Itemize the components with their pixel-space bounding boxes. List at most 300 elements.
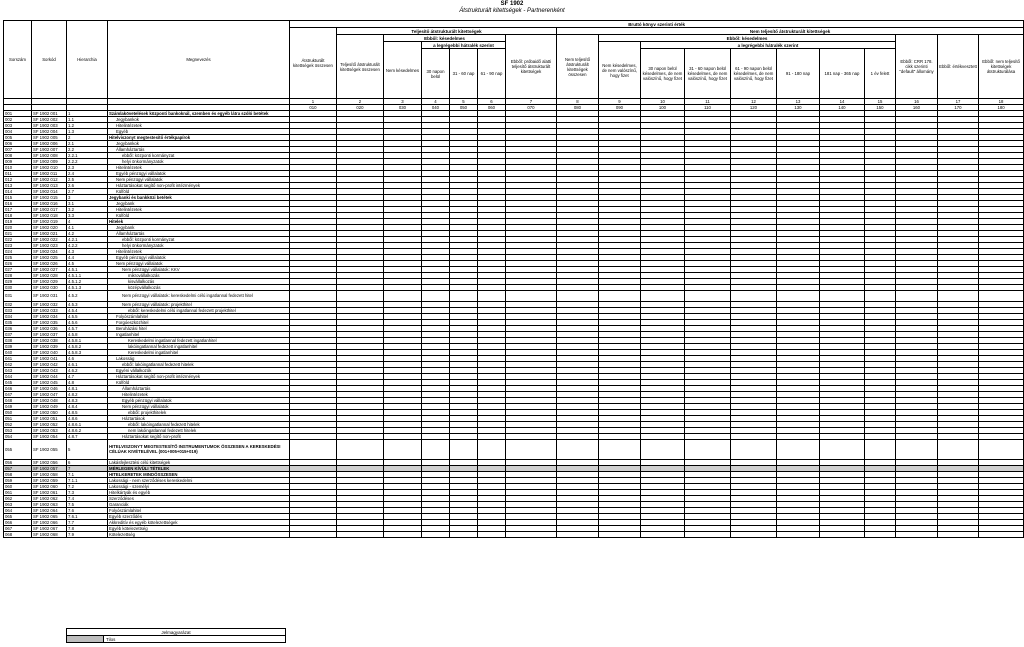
row-serial: 003	[4, 123, 32, 129]
row-label: Egyéb pénzügyi vállalatok	[108, 255, 290, 261]
row-label: Folyószámlahitel	[108, 507, 290, 513]
value-cell[interactable]	[979, 439, 1024, 459]
value-cell[interactable]	[384, 531, 422, 537]
column-number: 8	[557, 99, 599, 105]
row-code: SF 1902 068	[32, 531, 67, 537]
row-code: SF 1902 062	[32, 495, 67, 501]
row-serial: 009	[4, 159, 32, 165]
row-hierarchy: 4.2	[67, 231, 108, 237]
row-hierarchy: 5	[67, 439, 108, 459]
col-code: Sorkód	[32, 21, 67, 99]
col-10: 30 napon belül késedelmes, de nem valószínű, hogy fizet	[641, 49, 685, 99]
row-code: SF 1902 067	[32, 525, 67, 531]
row-serial: 002	[4, 117, 32, 123]
column-number: 12	[731, 99, 777, 105]
row-label: mikrovállalkozás	[108, 273, 290, 279]
value-cell[interactable]	[865, 439, 896, 459]
row-hierarchy: 4.2.1	[67, 237, 108, 243]
row-hierarchy: 1.1	[67, 117, 108, 123]
group-performing: Teljesítő átstrukturált kitettségek	[337, 28, 557, 35]
row-code: SF 1902 030	[32, 285, 67, 291]
row-hierarchy: 7.6.1	[67, 513, 108, 519]
row-hierarchy: 1	[67, 111, 108, 117]
row-hierarchy: 3.3	[67, 213, 108, 219]
row-code: SF 1902 017	[32, 207, 67, 213]
col-17: Ebből: értékvesztett	[938, 35, 979, 99]
row-serial: 068	[4, 531, 32, 537]
value-cell[interactable]	[290, 531, 337, 537]
legend-title: Jelmagyarázat	[67, 629, 286, 636]
row-code: SF 1902 009	[32, 159, 67, 165]
row-label: Hitelek	[108, 219, 290, 225]
row-serial: 035	[4, 319, 32, 325]
column-code: 110	[685, 105, 731, 111]
row-code: SF 1902 059	[32, 477, 67, 483]
row-label: Hitelintézetek	[108, 207, 290, 213]
value-cell[interactable]	[478, 439, 506, 459]
row-label: Jegybankok	[108, 141, 290, 147]
row-code: SF 1902 065	[32, 513, 67, 519]
col-4: 30 napon belül	[422, 49, 450, 99]
row-code: SF 1902 031	[32, 291, 67, 302]
value-cell[interactable]	[820, 531, 865, 537]
value-cell[interactable]	[506, 291, 557, 302]
row-hierarchy: 7.9	[67, 531, 108, 537]
value-cell[interactable]	[384, 291, 422, 302]
col-8: Nem teljesítő átstrukturált kitettségek összesen	[557, 35, 599, 99]
row-code: SF 1902 029	[32, 279, 67, 285]
row-hierarchy: 2.2.1	[67, 153, 108, 159]
column-code: 100	[641, 105, 685, 111]
row-label: ebből: kereskedelmi célú ingatlannal fedezett projekthitel	[108, 307, 290, 313]
row-code: SF 1902 026	[32, 261, 67, 267]
row-code: SF 1902 025	[32, 255, 67, 261]
row-serial: 036	[4, 325, 32, 331]
value-cell[interactable]	[337, 531, 384, 537]
row-label: Kereskedelmi ingatlanhitel	[108, 349, 290, 355]
value-cell[interactable]	[777, 531, 820, 537]
row-label: Egyéb	[108, 129, 290, 135]
row-label: Háztartások	[108, 415, 290, 421]
col-13: 91 - 180 nap	[777, 49, 820, 99]
row-code: SF 1902 012	[32, 177, 67, 183]
row-serial: 061	[4, 489, 32, 495]
row-code: SF 1902 060	[32, 483, 67, 489]
row-hierarchy: 4.8.3	[67, 397, 108, 403]
row-code: SF 1902 034	[32, 313, 67, 319]
value-cell[interactable]	[777, 291, 820, 302]
row-hierarchy: 4.6.2	[67, 367, 108, 373]
group-nonperforming-age: a legrégebbi hátralék szerint	[641, 42, 896, 49]
value-cell[interactable]	[731, 531, 777, 537]
column-code: 140	[820, 105, 865, 111]
row-label: Egyéb kötelezettség	[108, 525, 290, 531]
row-code: SF 1902 027	[32, 267, 67, 273]
value-cell[interactable]	[557, 531, 599, 537]
value-cell[interactable]	[599, 439, 641, 459]
row-serial: 053	[4, 427, 32, 433]
value-cell[interactable]	[731, 439, 777, 459]
value-cell[interactable]	[422, 531, 450, 537]
row-hierarchy: 3.2	[67, 207, 108, 213]
column-number: 1	[290, 99, 337, 105]
row-hierarchy: 4.6	[67, 355, 108, 361]
row-code: SF 1902 049	[32, 403, 67, 409]
row-label: Beruházási hitel	[108, 325, 290, 331]
row-serial: 022	[4, 237, 32, 243]
row-label: Kötelezettség	[108, 531, 290, 537]
row-label: helyi önkormányzatok	[108, 243, 290, 249]
row-code: SF 1902 057	[32, 465, 67, 471]
row-label: Államháztartás	[108, 385, 290, 391]
row-serial: 028	[4, 273, 32, 279]
table-row	[4, 531, 1024, 537]
row-serial: 064	[4, 507, 32, 513]
row-code: SF 1902 040	[32, 349, 67, 355]
row-code: SF 1902 015	[32, 195, 67, 201]
row-label: Hitelkártyák és egyéb	[108, 489, 290, 495]
row-code: SF 1902 038	[32, 337, 67, 343]
row-label: Folyószámlahitel	[108, 313, 290, 319]
value-cell[interactable]	[641, 439, 685, 459]
value-cell[interactable]	[450, 291, 478, 302]
row-label: Lakossági - nem szerződéses kereskedelmi	[108, 477, 290, 483]
row-serial: 058	[4, 471, 32, 477]
row-code: SF 1902 045	[32, 379, 67, 385]
row-label: Államháztartás	[108, 147, 290, 153]
row-label: MÉRLEGEN KÍVÜLI TÉTELEK	[108, 465, 290, 471]
row-label: Nem pénzügyi vállalatok: kereskedelmi célú ingatlannal fedezett hitel	[108, 291, 290, 302]
value-cell[interactable]	[506, 531, 557, 537]
row-hierarchy: 4.5.1	[67, 267, 108, 273]
row-hierarchy: 7.8	[67, 525, 108, 531]
row-label: ebből: központi kormányzat	[108, 237, 290, 243]
group-performing-late: Ebből: késedelmes	[384, 35, 506, 42]
value-cell[interactable]	[896, 531, 938, 537]
row-code: SF 1902 028	[32, 273, 67, 279]
row-label: Háztartásokat segítő non-profit	[108, 433, 290, 439]
row-hierarchy: 2.4	[67, 171, 108, 177]
row-hierarchy: 4.5.8	[67, 331, 108, 337]
column-number: 11	[685, 99, 731, 105]
row-serial: 012	[4, 177, 32, 183]
row-label: Hitelintézetek	[108, 165, 290, 171]
row-serial: 032	[4, 301, 32, 307]
row-label: Egyéb szerződés	[108, 513, 290, 519]
value-cell[interactable]	[337, 291, 384, 302]
row-hierarchy: 1.2	[67, 123, 108, 129]
group-nonperforming: Nem teljesítő átstrukturált kitettségek	[557, 28, 1024, 35]
column-number: 3	[384, 99, 422, 105]
row-label: Külföld	[108, 379, 290, 385]
row-code: SF 1902 019	[32, 219, 67, 225]
row-serial: 051	[4, 415, 32, 421]
value-cell[interactable]	[820, 291, 865, 302]
row-hierarchy: 7.6	[67, 507, 108, 513]
row-code: SF 1902 066	[32, 519, 67, 525]
row-hierarchy: 4.5.1.2	[67, 279, 108, 285]
row-serial: 007	[4, 147, 32, 153]
value-cell[interactable]	[599, 531, 641, 537]
value-cell[interactable]	[450, 531, 478, 537]
row-hierarchy: 4.5.3	[67, 301, 108, 307]
row-serial: 056	[4, 459, 32, 465]
col-15: 1 év felett	[865, 49, 896, 99]
value-cell[interactable]	[685, 439, 731, 459]
row-label: Nem pénzügyi vállalatok	[108, 177, 290, 183]
value-cell[interactable]	[938, 291, 979, 302]
column-number: 7	[506, 99, 557, 105]
value-cell[interactable]	[290, 291, 337, 302]
value-cell[interactable]	[979, 291, 1024, 302]
col-14: 181 nap - 365 nap	[820, 49, 865, 99]
row-serial: 027	[4, 267, 32, 273]
legend	[66, 628, 286, 643]
value-cell[interactable]	[685, 531, 731, 537]
row-serial: 026	[4, 261, 32, 267]
row-code: SF 1902 016	[32, 201, 67, 207]
value-cell[interactable]	[896, 291, 938, 302]
row-code: SF 1902 064	[32, 507, 67, 513]
row-code: SF 1902 006	[32, 141, 67, 147]
row-label: Jegybank	[108, 225, 290, 231]
row-serial: 039	[4, 343, 32, 349]
row-code: SF 1902 056	[32, 459, 67, 465]
row-label: nem lakóingatlannal fedezett hitelek	[108, 427, 290, 433]
row-label: Háztartásokat segítő non-profit intézmények	[108, 183, 290, 189]
row-hierarchy: 2.2.2	[67, 159, 108, 165]
value-cell[interactable]	[557, 291, 599, 302]
table-row	[4, 439, 1024, 459]
row-hierarchy: 7.7	[67, 519, 108, 525]
col-12: 61 - 90 napon belül késedelmes, de nem valószínű, hogy fizet	[731, 49, 777, 99]
value-cell[interactable]	[599, 291, 641, 302]
row-code: SF 1902 011	[32, 171, 67, 177]
table-row	[4, 291, 1024, 302]
row-serial: 055	[4, 439, 32, 459]
column-code: 010	[290, 105, 337, 111]
row-code: SF 1902 058	[32, 471, 67, 477]
row-hierarchy: 7.2	[67, 483, 108, 489]
row-code: SF 1902 055	[32, 439, 67, 459]
row-serial: 054	[4, 433, 32, 439]
row-serial: 057	[4, 465, 32, 471]
value-cell[interactable]	[422, 291, 450, 302]
column-number: 4	[422, 99, 450, 105]
report-code: SF 1902	[500, 1, 524, 7]
value-cell[interactable]	[478, 291, 506, 302]
legend-swatch	[67, 636, 104, 643]
col-2: Teljesítő átstrukturált kitettségek összesen	[337, 35, 384, 99]
column-number: 16	[896, 99, 938, 105]
value-cell[interactable]	[731, 291, 777, 302]
value-cell[interactable]	[478, 531, 506, 537]
group-nonperforming-late: Ebből: késedelmes	[599, 35, 896, 42]
row-label: Hitelintézetek	[108, 123, 290, 129]
row-hierarchy: 4.5.8.3	[67, 349, 108, 355]
row-hierarchy: 7.1.1	[67, 477, 108, 483]
value-cell[interactable]	[290, 439, 337, 459]
row-serial: 018	[4, 213, 32, 219]
group-gross-value: Bruttó könyv szerinti érték	[290, 21, 1024, 28]
value-cell[interactable]	[896, 439, 938, 459]
row-serial: 011	[4, 171, 32, 177]
col-7: Ebből: próbaidő alatti teljesítő átstrukturált kitettségek	[506, 35, 557, 99]
row-label: Jegybankok	[108, 117, 290, 123]
value-cell[interactable]	[865, 531, 896, 537]
value-cell[interactable]	[641, 291, 685, 302]
row-serial: 042	[4, 361, 32, 367]
row-code: SF 1902 008	[32, 153, 67, 159]
row-label: ebből: központi kormányzat	[108, 153, 290, 159]
row-serial: 063	[4, 501, 32, 507]
row-hierarchy: 4.5	[67, 261, 108, 267]
row-code: SF 1902 035	[32, 319, 67, 325]
row-code: SF 1902 032	[32, 301, 67, 307]
row-serial: 038	[4, 337, 32, 343]
value-cell[interactable]	[979, 531, 1024, 537]
row-serial: 048	[4, 397, 32, 403]
row-label: Lakossági - személyi	[108, 483, 290, 489]
row-hierarchy: 4.5.8.2	[67, 343, 108, 349]
value-cell[interactable]	[820, 439, 865, 459]
row-code: SF 1902 003	[32, 123, 67, 129]
value-cell[interactable]	[557, 439, 599, 459]
row-serial: 023	[4, 243, 32, 249]
column-code: 080	[557, 105, 599, 111]
row-hierarchy: 2.2	[67, 147, 108, 153]
row-serial: 043	[4, 367, 32, 373]
value-cell[interactable]	[777, 439, 820, 459]
col-name: Megnevezés	[108, 21, 290, 99]
row-hierarchy: 4.5.8.1	[67, 337, 108, 343]
row-serial: 004	[4, 129, 32, 135]
row-hierarchy: 7	[67, 465, 108, 471]
row-label: Egyéb pénzügyi vállalatok	[108, 171, 290, 177]
row-serial: 029	[4, 279, 32, 285]
value-cell[interactable]	[384, 439, 422, 459]
row-hierarchy: 4.7	[67, 373, 108, 379]
row-code: SF 1902 054	[32, 433, 67, 439]
row-serial: 034	[4, 313, 32, 319]
row-label: HITELVISZONYT MEGTESTESÍTŐ INSTRUMENTUMOK ÖSSZESEN A KERESKEDÉSI CÉLÚAK KIVÉTELÉVEL (001+005+015+019)	[108, 439, 290, 459]
row-hierarchy: 4.8.5	[67, 409, 108, 415]
column-number: 17	[938, 99, 979, 105]
row-serial: 052	[4, 421, 32, 427]
column-number: 15	[865, 99, 896, 105]
row-hierarchy: 4.8.6.1	[67, 421, 108, 427]
row-label: kisvállalkozás	[108, 279, 290, 285]
row-serial: 020	[4, 225, 32, 231]
row-hierarchy: 1.3	[67, 129, 108, 135]
value-cell[interactable]	[506, 439, 557, 459]
row-label: Kereskedelmi ingatlannal fedezett ingatlanhitel	[108, 337, 290, 343]
row-hierarchy: 7.4	[67, 495, 108, 501]
row-serial: 019	[4, 219, 32, 225]
column-code: 120	[731, 105, 777, 111]
column-number: 5	[450, 99, 478, 105]
value-cell[interactable]	[450, 439, 478, 459]
row-hierarchy: 4.5.5	[67, 313, 108, 319]
row-code: SF 1902 010	[32, 165, 67, 171]
row-hierarchy: 4	[67, 219, 108, 225]
row-code: SF 1902 039	[32, 343, 67, 349]
column-code: 130	[777, 105, 820, 111]
column-code: 160	[896, 105, 938, 111]
row-hierarchy: 4.8.6.2	[67, 427, 108, 433]
column-number: 6	[478, 99, 506, 105]
row-serial: 014	[4, 189, 32, 195]
value-cell[interactable]	[938, 439, 979, 459]
row-serial: 005	[4, 135, 32, 141]
column-number: 18	[979, 99, 1024, 105]
row-hierarchy: 4.5.1.3	[67, 285, 108, 291]
row-label: Államháztartás	[108, 231, 290, 237]
row-code: SF 1902 013	[32, 183, 67, 189]
row-code: SF 1902 023	[32, 243, 67, 249]
row-hierarchy: 4.5.2	[67, 291, 108, 302]
row-code: SF 1902 021	[32, 231, 67, 237]
row-label: Szerződéses	[108, 495, 290, 501]
row-serial: 062	[4, 495, 32, 501]
row-label: ebből: projekthitelek	[108, 409, 290, 415]
row-label: Nem pénzügyi vállalatok: projekthitel	[108, 301, 290, 307]
value-cell[interactable]	[422, 439, 450, 459]
row-serial: 008	[4, 153, 32, 159]
row-label: ebből: lakóingatlannal fedezett hitelek	[108, 421, 290, 427]
column-code: 040	[422, 105, 450, 111]
row-label: Egyéni vállalkozók	[108, 367, 290, 373]
row-label: Hitelviszonyt megtestesítő értékpapírok	[108, 135, 290, 141]
column-code: 180	[979, 105, 1024, 111]
row-code: SF 1902 050	[32, 409, 67, 415]
column-code: 060	[478, 105, 506, 111]
report-subtitle: Átstrukturált kitettségek - Partnerenként	[459, 8, 565, 14]
row-hierarchy: 4.1	[67, 225, 108, 231]
row-label: Jegybanki és bankközi betétek	[108, 195, 290, 201]
row-label: HITELKERETEK MINDÖSSZESEN	[108, 471, 290, 477]
value-cell[interactable]	[685, 291, 731, 302]
row-code: SF 1902 001	[32, 111, 67, 117]
value-cell[interactable]	[938, 531, 979, 537]
row-label: Hitelintézetek	[108, 391, 290, 397]
row-serial: 016	[4, 201, 32, 207]
row-label: Nem pénzügyi vállalatok	[108, 403, 290, 409]
row-hierarchy: 2.1	[67, 141, 108, 147]
row-serial: 060	[4, 483, 32, 489]
row-code: SF 1902 048	[32, 397, 67, 403]
row-hierarchy: 3	[67, 195, 108, 201]
value-cell[interactable]	[337, 439, 384, 459]
column-code: 090	[599, 105, 641, 111]
row-hierarchy: 6	[67, 459, 108, 465]
column-code: 050	[450, 105, 478, 111]
row-label: Háztartásokat segítő non-profit intézmények	[108, 373, 290, 379]
row-hierarchy: 4.5.4	[67, 307, 108, 313]
column-number: 2	[337, 99, 384, 105]
report-table	[3, 20, 1024, 538]
row-label: ebből: lakóingatlannal fedezett hitelek	[108, 361, 290, 367]
value-cell[interactable]	[641, 531, 685, 537]
group-performing-age: a legrégebbi hátralék szerint	[422, 42, 506, 49]
row-serial: 017	[4, 207, 32, 213]
row-code: SF 1902 044	[32, 373, 67, 379]
row-hierarchy: 2.6	[67, 183, 108, 189]
value-cell[interactable]	[865, 291, 896, 302]
row-serial: 033	[4, 307, 32, 313]
row-hierarchy: 4.8.2	[67, 391, 108, 397]
row-serial: 044	[4, 373, 32, 379]
